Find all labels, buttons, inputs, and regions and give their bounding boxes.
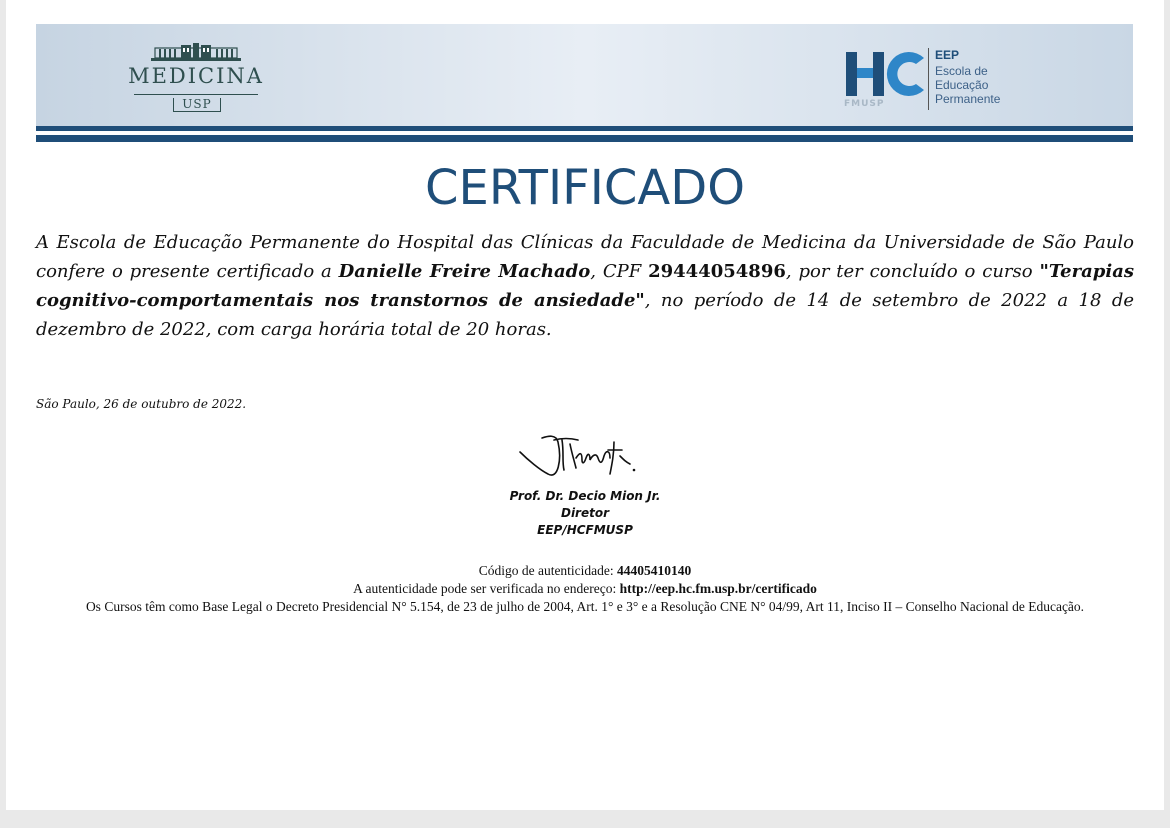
verify-label: A autenticidade pode ser verificada no endereço: [353, 581, 620, 596]
medicina-logo-text: MEDICINA [128, 64, 264, 88]
body-period: , no período de 14 de setembro de 2022 a 18 de dezembro de 2022, com carga horária total de 20 horas. [36, 290, 1135, 340]
authenticity-code: 44405410140 [617, 563, 692, 578]
body-intro: A Escola de Educação Permanente do Hospital das Clínicas da Faculdade de Medicina da Universidade de São Paulo confere o presente certificado a [36, 232, 1134, 282]
certificate-title: CERTIFICADO [424, 160, 746, 216]
director-signature [518, 430, 648, 482]
place-date: São Paulo, 26 de outubro de 2022. [36, 397, 247, 411]
hc-eep-logo [842, 44, 1042, 114]
verify-line [36, 580, 1134, 598]
fmusp-text: FMUSP [844, 99, 885, 109]
code-label: Código de autenticidade: [478, 563, 618, 578]
hc-logo-mark [842, 44, 926, 100]
certificate-page [6, 0, 1164, 810]
usp-logo-text: USP [173, 98, 221, 112]
header-rule [36, 126, 1133, 131]
legal-text: Os Cursos têm como Base Legal o Decreto Presidencial N° 5.154, de 23 de julho de 2004, Art. 1° e 3° e a Resolução CNE N° 04/99, Art 11, Inciso II – Conselho Nacional de Educação. [85, 599, 1085, 614]
course-name: "Terapias cognitivo-comportamentais nos transtornos de ansiedade" [36, 261, 1134, 311]
footer [36, 562, 1134, 616]
recipient-name: Danielle Freire Machado [338, 261, 591, 282]
body-cpf-label: , CPF [590, 261, 649, 282]
eep-title: EEP [935, 48, 960, 62]
signer-name: Prof. Dr. Decio Mion Jr. [509, 489, 661, 503]
logo-divider [134, 94, 258, 95]
verify-url[interactable]: http://eep.hc.fm.usp.br/certificado [619, 581, 817, 596]
recipient-cpf: 29444054896 [648, 261, 786, 282]
eep-line-1: Escola de [935, 64, 988, 78]
eep-line-2: Educação [935, 78, 989, 92]
building-icon [151, 42, 241, 62]
eep-line-3: Permanente [935, 92, 1001, 106]
body-course-label: , por ter concluído o curso [785, 261, 1040, 282]
medicina-usp-logo [121, 40, 271, 120]
hc-logo-divider [928, 48, 929, 110]
signer-role: Diretor [560, 506, 610, 520]
certificate-body [36, 228, 1134, 344]
signer-block [6, 488, 1164, 539]
header-rule-thick [36, 135, 1133, 142]
signer-org: EEP/HCFMUSP [537, 523, 633, 537]
authenticity-code-line [36, 562, 1134, 580]
